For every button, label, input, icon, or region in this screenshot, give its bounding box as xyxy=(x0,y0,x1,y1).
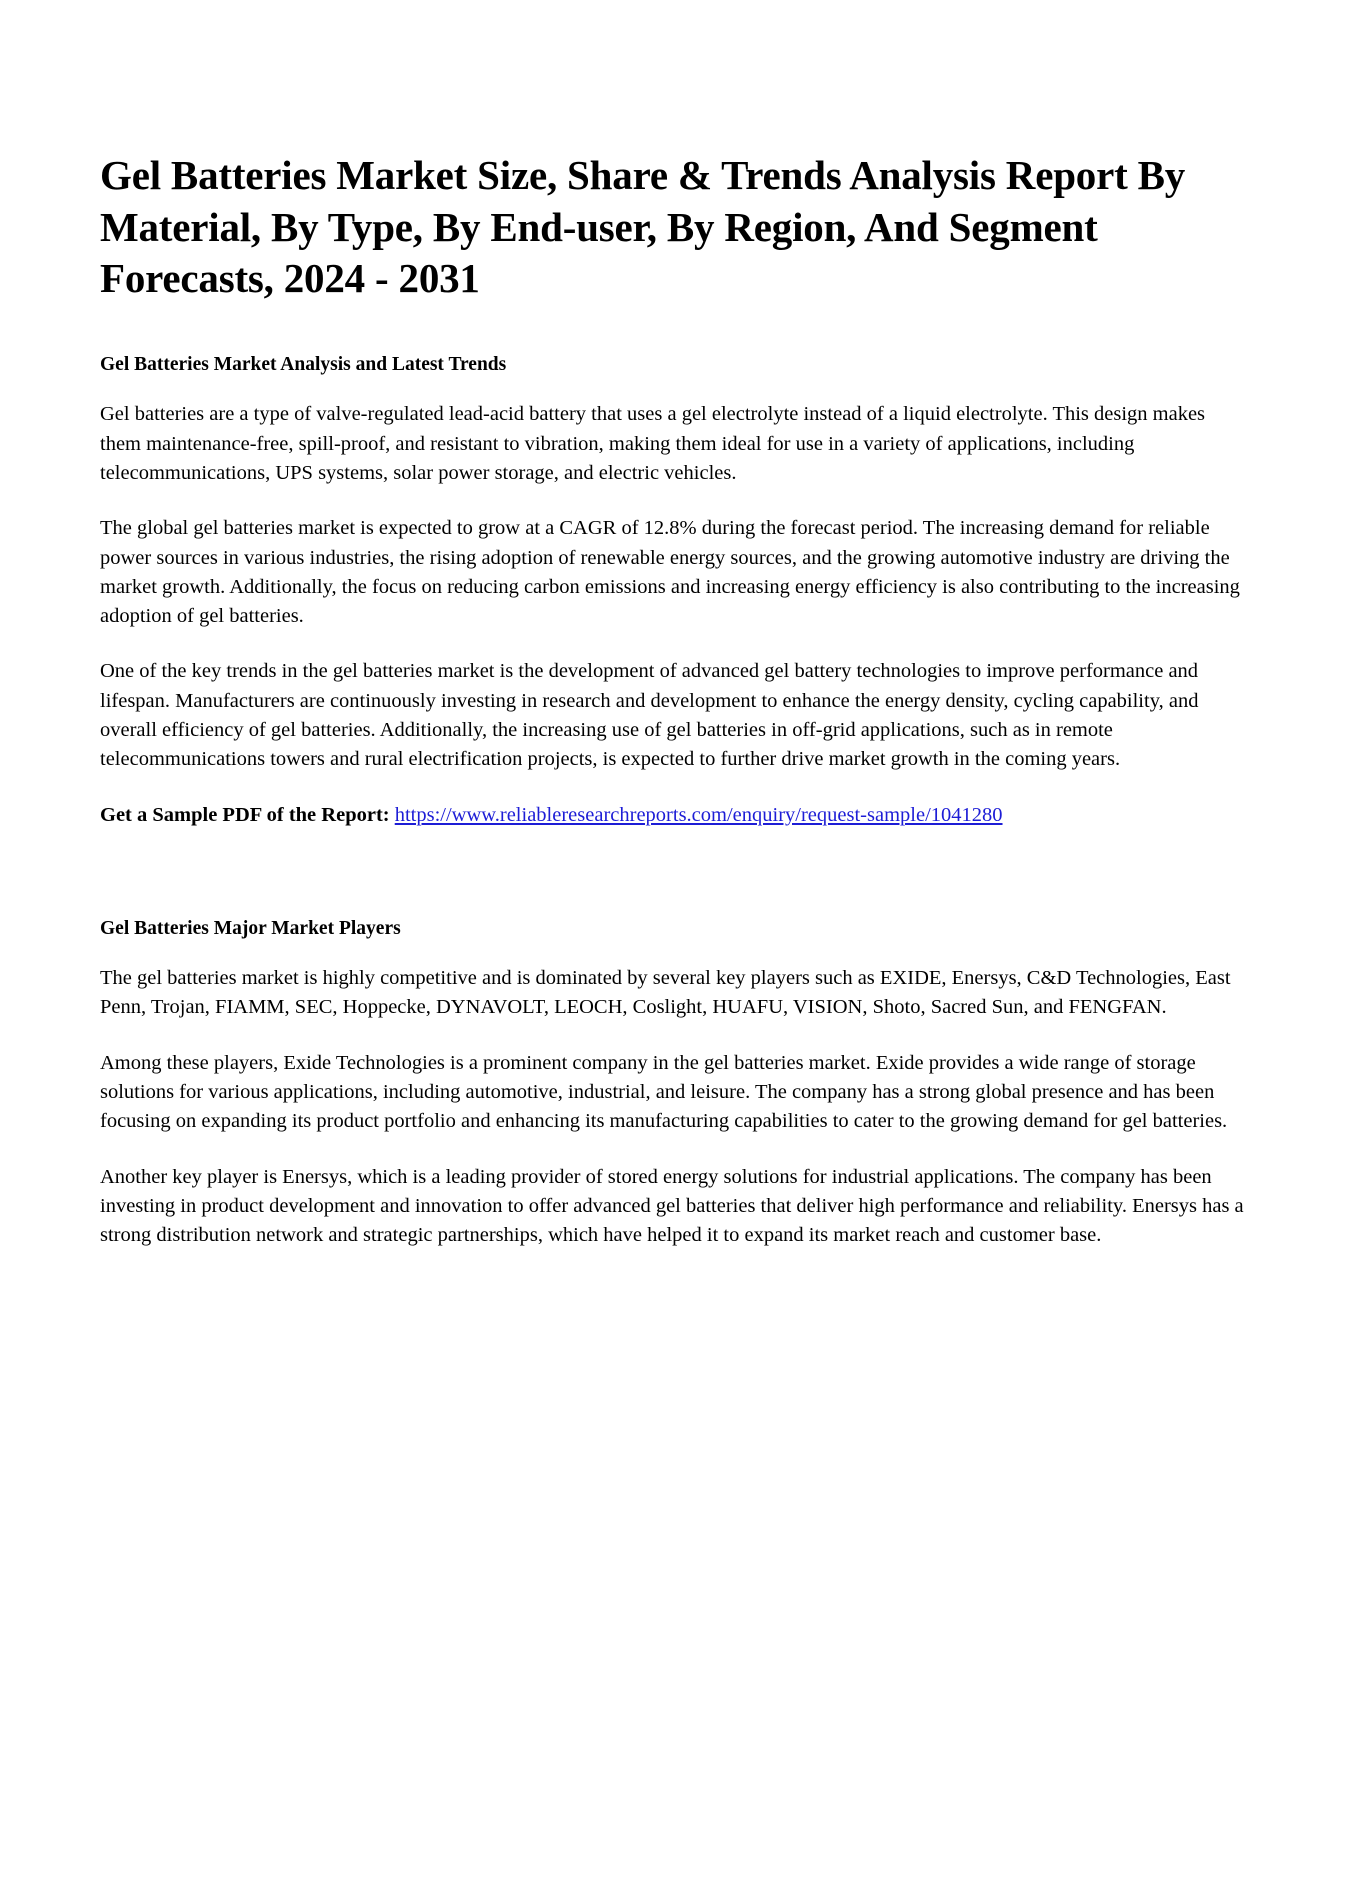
sample-pdf-line xyxy=(100,801,1245,830)
sample-pdf-label: Get a Sample PDF of the Report: xyxy=(100,803,390,826)
paragraph: The gel batteries market is highly competitive and is dominated by several key players such as EXIDE, Enersys, C&D Technologies, East Penn, Trojan, FIAMM, SEC, Hoppecke, DYNAVOLT, LEOCH, Coslight, HUAFU, VISION, Shoto, Sacred Sun, and FENGFAN. xyxy=(100,967,1231,1019)
paragraph: Another key player is Enersys, which is a leading provider of stored energy solutions for industrial applications. The company has been investing in product development and innovation to offer advanced gel batteries that deliver high performance and reliability. Enersys has a strong distribution network and strategic partnerships, which have helped it to expand its market reach and customer base. xyxy=(100,1165,1244,1247)
paragraph: The global gel batteries market is expected to grow at a CAGR of 12.8% during the forecast period. The increasing demand for reliable power sources in various industries, the rising adoption of renewable energy sources, and the growing automotive industry are driving the market growth. Additionally, the focus on reducing carbon emissions and increasing energy efficiency is also contributing to the increasing adoption of gel batteries. xyxy=(100,517,1240,628)
paragraph: Among these players, Exide Technologies is a prominent company in the gel batteries market. Exide provides a wide range of storage solutions for various applications, including automotive, industrial, and leisure. The company has a strong global presence and has been focusing on expanding its product portfolio and enhancing its manufacturing capabilities to cater to the growing demand for gel batteries. xyxy=(100,1051,1228,1133)
section-heading-analysis: Gel Batteries Market Analysis and Latest Trends xyxy=(100,353,507,375)
section-heading-major-players: Gel Batteries Major Market Players xyxy=(100,918,401,940)
spacer xyxy=(100,856,1245,918)
paragraph: Gel batteries are a type of valve-regulated lead-acid battery that uses a gel electrolyte instead of a liquid electrolyte. This design makes them maintenance-free, spill-proof, and resistant to vibration, making them ideal for use in a variety of applications, including telecommunications, UPS systems, solar power storage, and electric vehicles. xyxy=(100,403,1206,484)
page-title: Gel Batteries Market Size, Share & Trends Analysis Report By Material, By Type, By End-user, By Region, And Segment Forecasts, 2024 - 2031 xyxy=(100,152,1186,302)
paragraph: One of the key trends in the gel batteries market is the development of advanced gel battery technologies to improve performance and lifespan. Manufacturers are continuously investing in research and development to enhance the energy density, cycling capability, and overall efficiency of gel batteries. Additionally, the increasing use of gel batteries in off-grid applications, such as in remote telecommunications towers and rural electrification projects, is expected to further drive market growth in the coming years. xyxy=(100,660,1199,771)
sample-pdf-link[interactable]: https://www.reliableresearchreports.com/enquiry/request-sample/1041280 xyxy=(394,803,1003,826)
